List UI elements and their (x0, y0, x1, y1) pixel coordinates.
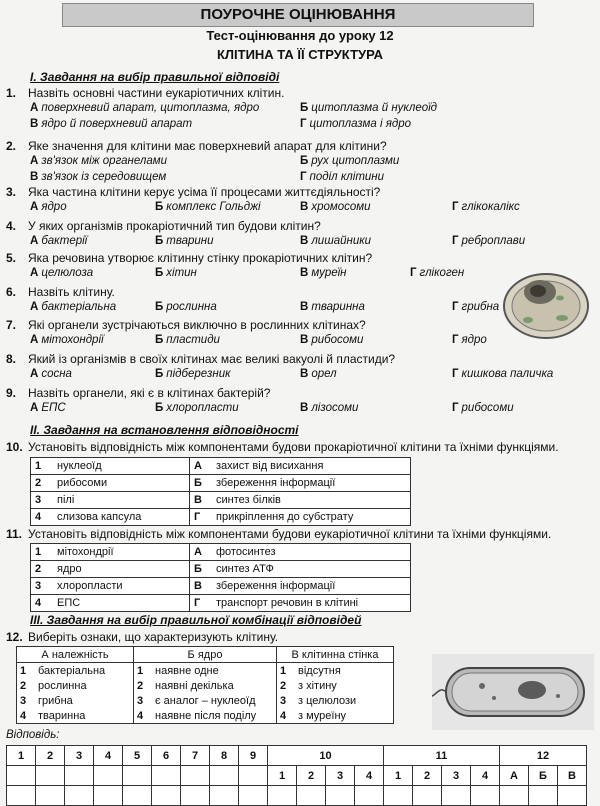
option-letter: В (30, 118, 39, 130)
option-text: ребрoплави (461, 235, 526, 247)
answer-option (452, 301, 499, 313)
answer-option (30, 118, 192, 130)
option-letter: В (30, 171, 39, 183)
option-text: з муреїну (295, 708, 394, 724)
option-text: рослинна (35, 678, 134, 693)
function-letter: А (190, 458, 213, 475)
item-text: пілі (53, 492, 190, 509)
option-letter: Б (300, 102, 309, 114)
table-row (17, 663, 394, 679)
question-8 (6, 352, 395, 366)
question-number: 1. (6, 86, 17, 100)
option-text: глікоген (419, 267, 465, 279)
question-text: Виберіть ознаки, що характеризують клітину. (28, 630, 279, 644)
answer-cell[interactable] (210, 766, 239, 786)
function-text: збереження інформації (212, 578, 411, 595)
question-number: 3. (6, 185, 17, 199)
question-number: 5. (6, 251, 17, 265)
answer-option (452, 235, 525, 247)
answer-header-cell: 1 (7, 746, 36, 766)
answer-option (30, 301, 116, 313)
answer-sub-label: 1 (268, 766, 297, 786)
answer-cell[interactable] (65, 766, 94, 786)
option-text: відсутня (295, 663, 394, 679)
option-text: з целюлози (295, 693, 394, 708)
item-text: хлоропласти (53, 578, 190, 595)
option-letter: Г (300, 171, 307, 183)
option-letter: Б (155, 201, 164, 213)
table-row (31, 595, 411, 612)
test-title: Тест-оцінювання до уроку 12 (206, 28, 394, 43)
option-letter: В (300, 402, 309, 414)
table-row (31, 561, 411, 578)
answer-option (300, 155, 399, 167)
question-number: 9. (6, 386, 17, 400)
question-4 (6, 219, 321, 233)
answer-option (30, 102, 259, 114)
answer-header-cell: 12 (500, 746, 587, 766)
option-letter: А (30, 102, 39, 114)
option-text: бактеріальна (35, 663, 134, 679)
answer-option (300, 102, 437, 114)
option-number: 3 (134, 693, 153, 708)
answer-cell[interactable] (36, 786, 65, 806)
q10-table (30, 457, 411, 526)
answer-cell[interactable] (210, 786, 239, 806)
option-number: 1 (277, 663, 296, 679)
question-text: Яка частина клітини керує усіма її процесами життєдіяльності? (28, 185, 381, 199)
item-number: 4 (31, 595, 54, 612)
answer-option (452, 402, 514, 414)
question-6 (6, 285, 115, 299)
option-text: орел (311, 368, 337, 380)
answer-sub-label: В (558, 766, 587, 786)
answer-grid (6, 745, 587, 806)
answer-option (300, 118, 411, 130)
answer-cell[interactable] (268, 786, 297, 806)
answer-header-row (7, 746, 587, 766)
answer-cell[interactable] (326, 786, 355, 806)
question-text: Яке значення для клітини має поверхневий апарат для клітини? (28, 139, 387, 153)
option-letter: Г (300, 118, 307, 130)
item-text: мітохондрії (53, 544, 190, 561)
answer-sub-label: 4 (355, 766, 384, 786)
option-letter: Г (452, 301, 459, 313)
answer-option (30, 171, 166, 183)
answer-header-cell: 5 (123, 746, 152, 766)
option-letter: Г (452, 235, 459, 247)
answer-header-cell: 8 (210, 746, 239, 766)
option-text: грибна (35, 693, 134, 708)
item-number: 3 (31, 578, 54, 595)
answer-option (30, 402, 66, 414)
option-text: тваринна (35, 708, 134, 724)
answer-option (155, 334, 220, 346)
option-text: целюлоза (41, 267, 94, 279)
option-letter: В (300, 235, 309, 247)
option-letter: Г (452, 334, 459, 346)
option-letter: Б (155, 267, 164, 279)
option-letter: А (30, 368, 39, 380)
option-text: тварини (166, 235, 214, 247)
answer-option (30, 368, 72, 380)
function-letter: В (190, 578, 213, 595)
answer-cell[interactable] (94, 786, 123, 806)
option-text: підберезник (166, 368, 231, 380)
answer-header-cell: 9 (239, 746, 268, 766)
option-text: ядро (41, 201, 67, 213)
question-text: Які органели зустрічаються виключно в рослинних клітинах? (28, 318, 366, 332)
option-letter: Б (155, 334, 164, 346)
option-letter: В (300, 334, 309, 346)
option-letter: А (30, 235, 39, 247)
item-number: 4 (31, 509, 54, 526)
plant-cell-image (500, 262, 592, 344)
answer-label: Відповідь: (6, 729, 60, 741)
option-letter: Б (155, 235, 164, 247)
item-number: 3 (31, 492, 54, 509)
question-number: 6. (6, 285, 17, 299)
answer-cell[interactable] (152, 766, 181, 786)
item-text: ядро (53, 561, 190, 578)
table-header-row (17, 647, 394, 663)
question-text: Назвіть основні частини еукаріотичних клітин. (28, 86, 285, 100)
question-2 (6, 139, 387, 153)
answer-cell[interactable] (239, 766, 268, 786)
option-text: поверхневий апарат, цитоплазма, ядро (41, 102, 260, 114)
answer-option (300, 267, 347, 279)
answer-option (155, 402, 239, 414)
answer-option (300, 171, 384, 183)
question-number: 4. (6, 219, 17, 233)
option-letter: В (300, 267, 309, 279)
answer-cell[interactable] (558, 786, 587, 806)
answer-header-cell: 7 (181, 746, 210, 766)
option-letter: А (30, 334, 39, 346)
function-text: транспорт речовин в клітині (212, 595, 411, 612)
question-10 (6, 440, 559, 454)
section-2-title: ІІ. Завдання на встановлення відповідності (30, 423, 299, 437)
option-text: з хітину (295, 678, 394, 693)
option-number: 4 (17, 708, 36, 724)
section-1-title: І. Завдання на вибір правильної відповіді (30, 70, 280, 84)
option-text: комплекс Гольджі (166, 201, 261, 213)
table-row (31, 544, 411, 561)
table-row (31, 458, 411, 475)
function-letter: Г (190, 509, 213, 526)
option-text: пластиди (166, 334, 220, 346)
item-number: 1 (31, 458, 54, 475)
option-text: наявне після поділу (152, 708, 277, 724)
answer-sub-label: 3 (326, 766, 355, 786)
answer-cell[interactable] (7, 766, 36, 786)
answer-option (155, 201, 261, 213)
answer-cell[interactable] (355, 786, 384, 806)
answer-option (155, 267, 197, 279)
option-number: 1 (17, 663, 36, 679)
item-text: слизова капсула (53, 509, 190, 526)
question-number: 2. (6, 139, 17, 153)
option-letter: Г (452, 368, 459, 380)
option-text: зв'язок між органелами (41, 155, 168, 167)
option-text: наявне одне (152, 663, 277, 679)
answer-sub-label: 2 (297, 766, 326, 786)
option-number: 2 (277, 678, 296, 693)
option-text: кишкова паличка (461, 368, 554, 380)
answer-sub-label: 4 (471, 766, 500, 786)
page-banner: ПОУРОЧНЕ ОЦІНЮВАННЯ (62, 3, 534, 27)
option-letter: А (30, 301, 39, 313)
option-letter: В (300, 368, 309, 380)
answer-sub-label: 3 (442, 766, 471, 786)
column-header: Б ядро (134, 647, 277, 663)
answer-option (300, 301, 365, 313)
function-letter: Б (190, 561, 213, 578)
answer-option (300, 334, 363, 346)
answer-header-cell: 2 (36, 746, 65, 766)
option-text: бактерії (41, 235, 88, 247)
function-text: прикріплення до субстрату (212, 509, 411, 526)
option-number: 3 (277, 693, 296, 708)
answer-option (452, 201, 520, 213)
answer-option (155, 235, 214, 247)
question-number: 11. (6, 527, 23, 541)
function-text: захист від висихання (212, 458, 411, 475)
function-text: фотосинтез (212, 544, 411, 561)
question-5 (6, 251, 372, 265)
option-letter: А (30, 155, 39, 167)
answer-header-cell: 3 (65, 746, 94, 766)
answer-header-cell: 6 (152, 746, 181, 766)
answer-option (155, 368, 231, 380)
answer-cell[interactable] (413, 786, 442, 806)
answer-sub-label: А (500, 766, 529, 786)
answer-cell[interactable] (500, 786, 529, 806)
option-text: рух цитоплазми (311, 155, 400, 167)
option-letter: В (300, 301, 309, 313)
question-number: 10. (6, 440, 23, 454)
option-text: грибна (461, 301, 500, 313)
option-letter: В (300, 201, 309, 213)
question-11 (6, 527, 551, 541)
table-row (17, 678, 394, 693)
table-row (31, 578, 411, 595)
section-3-title: ІІІ. Завдання на вибір правильної комбінації відповідей (30, 613, 362, 627)
question-7 (6, 318, 366, 332)
answer-cell[interactable] (123, 766, 152, 786)
option-number: 4 (277, 708, 296, 724)
option-letter: А (30, 201, 39, 213)
answer-sub-label: 2 (413, 766, 442, 786)
answer-option (30, 201, 67, 213)
option-text: зв'язок із середовищем (41, 171, 167, 183)
option-letter: Б (155, 368, 164, 380)
question-number: 12. (6, 630, 23, 644)
answer-cell[interactable] (471, 786, 500, 806)
option-number: 2 (134, 678, 153, 693)
answer-option (30, 334, 104, 346)
answer-cell[interactable] (36, 766, 65, 786)
answer-option (155, 301, 217, 313)
option-text: цитоплазма й нуклеоїд (311, 102, 438, 114)
item-text: ЕПС (53, 595, 190, 612)
item-number: 1 (31, 544, 54, 561)
option-text: сосна (41, 368, 72, 380)
option-text: тваринна (311, 301, 365, 313)
bacterium-image (432, 654, 594, 730)
function-letter: Г (190, 595, 213, 612)
option-number: 3 (17, 693, 36, 708)
option-letter: Г (452, 201, 459, 213)
option-text: ядро (461, 334, 487, 346)
question-9 (6, 386, 270, 400)
option-letter: Б (155, 402, 164, 414)
answer-option (300, 235, 371, 247)
table-row (17, 708, 394, 724)
answer-cell[interactable] (152, 786, 181, 806)
table-row (31, 509, 411, 526)
item-text: рибосоми (53, 475, 190, 492)
function-letter: В (190, 492, 213, 509)
option-letter: А (30, 402, 39, 414)
option-text: лізосоми (311, 402, 359, 414)
answer-cell[interactable] (94, 766, 123, 786)
option-text: хітин (166, 267, 197, 279)
option-text: поділ клітини (309, 171, 385, 183)
column-header: В клітинна стінка (277, 647, 394, 663)
answer-option (452, 334, 487, 346)
option-text: лишайники (311, 235, 372, 247)
answer-option (410, 267, 464, 279)
answer-cell[interactable] (123, 786, 152, 806)
option-text: рибосоми (461, 402, 514, 414)
answer-cell[interactable] (239, 786, 268, 806)
answer-cell[interactable] (442, 786, 471, 806)
item-number: 2 (31, 475, 54, 492)
option-text: бактеріальна (41, 301, 117, 313)
item-number: 2 (31, 561, 54, 578)
function-text: синтез білків (212, 492, 411, 509)
question-text: Назвіть органели, які є в клітинах бактерій? (28, 386, 271, 400)
option-number: 4 (134, 708, 153, 724)
option-text: муреїн (311, 267, 347, 279)
option-number: 2 (17, 678, 36, 693)
question-text: Установіть відповідність між компонентами будови прокаріотичної клітини та їхніми функціями. (28, 440, 559, 454)
answer-header-cell: 10 (268, 746, 384, 766)
question-3 (6, 185, 380, 199)
answer-cell[interactable] (181, 786, 210, 806)
answer-cell[interactable] (384, 786, 413, 806)
question-text: У яких організмів прокаріотичний тип будови клітин? (28, 219, 321, 233)
answer-sub-row (7, 766, 587, 786)
option-text: хлоропласти (166, 402, 239, 414)
answer-option (300, 201, 371, 213)
table-row (31, 492, 411, 509)
q11-table (30, 543, 411, 612)
answer-sub-label: Б (529, 766, 558, 786)
answer-header-cell: 4 (94, 746, 123, 766)
option-text: ЕПС (41, 402, 66, 414)
option-letter: Г (452, 402, 459, 414)
option-text: хромосоми (311, 201, 371, 213)
answer-option (452, 368, 553, 380)
option-text: ядро й поверхневий апарат (41, 118, 193, 130)
table-row (17, 693, 394, 708)
option-letter: А (30, 267, 39, 279)
function-text: збереження інформації (212, 475, 411, 492)
answer-option (30, 267, 93, 279)
item-text: нуклеоїд (53, 458, 190, 475)
option-text: мітохондрії (41, 334, 104, 346)
function-text: синтез АТФ (212, 561, 411, 578)
option-letter: Б (155, 301, 164, 313)
column-header: А належність (17, 647, 134, 663)
function-letter: А (190, 544, 213, 561)
topic-title: КЛІТИНА ТА ЇЇ СТРУКТУРА (216, 47, 384, 62)
question-text: Установіть відповідність між компонентами будови еукаріотичної клітини та їхніми функціями. (28, 527, 552, 541)
question-12 (6, 630, 278, 644)
answer-option (30, 155, 167, 167)
question-1 (6, 86, 284, 100)
question-text: Який із організмів в своїх клітинах має великі вакуолі й пластиди? (28, 352, 396, 366)
option-letter: Б (300, 155, 309, 167)
answer-sub-label: 1 (384, 766, 413, 786)
answer-cell[interactable] (7, 786, 36, 806)
table-row (31, 475, 411, 492)
option-text: глікокалікс (461, 201, 520, 213)
answer-input-row (7, 786, 587, 806)
option-text: рибосоми (311, 334, 364, 346)
answer-cell[interactable] (181, 766, 210, 786)
question-number: 7. (6, 318, 17, 332)
question-text: Назвіть клітину. (28, 285, 115, 299)
option-number: 1 (134, 663, 153, 679)
answer-option (300, 402, 358, 414)
answer-option (300, 368, 337, 380)
option-letter: Г (410, 267, 417, 279)
option-text: є аналог – нуклеоїд (152, 693, 277, 708)
option-text: наявні декілька (152, 678, 277, 693)
answer-cell[interactable] (65, 786, 94, 806)
answer-option (30, 235, 87, 247)
answer-cell[interactable] (529, 786, 558, 806)
answer-header-cell: 11 (384, 746, 500, 766)
answer-cell[interactable] (297, 786, 326, 806)
question-text: Яка речовина утворює клітинну стінку прокаріотичних клітин? (28, 251, 373, 265)
option-text: цитоплазма і ядро (309, 118, 412, 130)
option-text: рослинна (166, 301, 217, 313)
q12-table (16, 646, 394, 724)
function-letter: Б (190, 475, 213, 492)
question-number: 8. (6, 352, 17, 366)
